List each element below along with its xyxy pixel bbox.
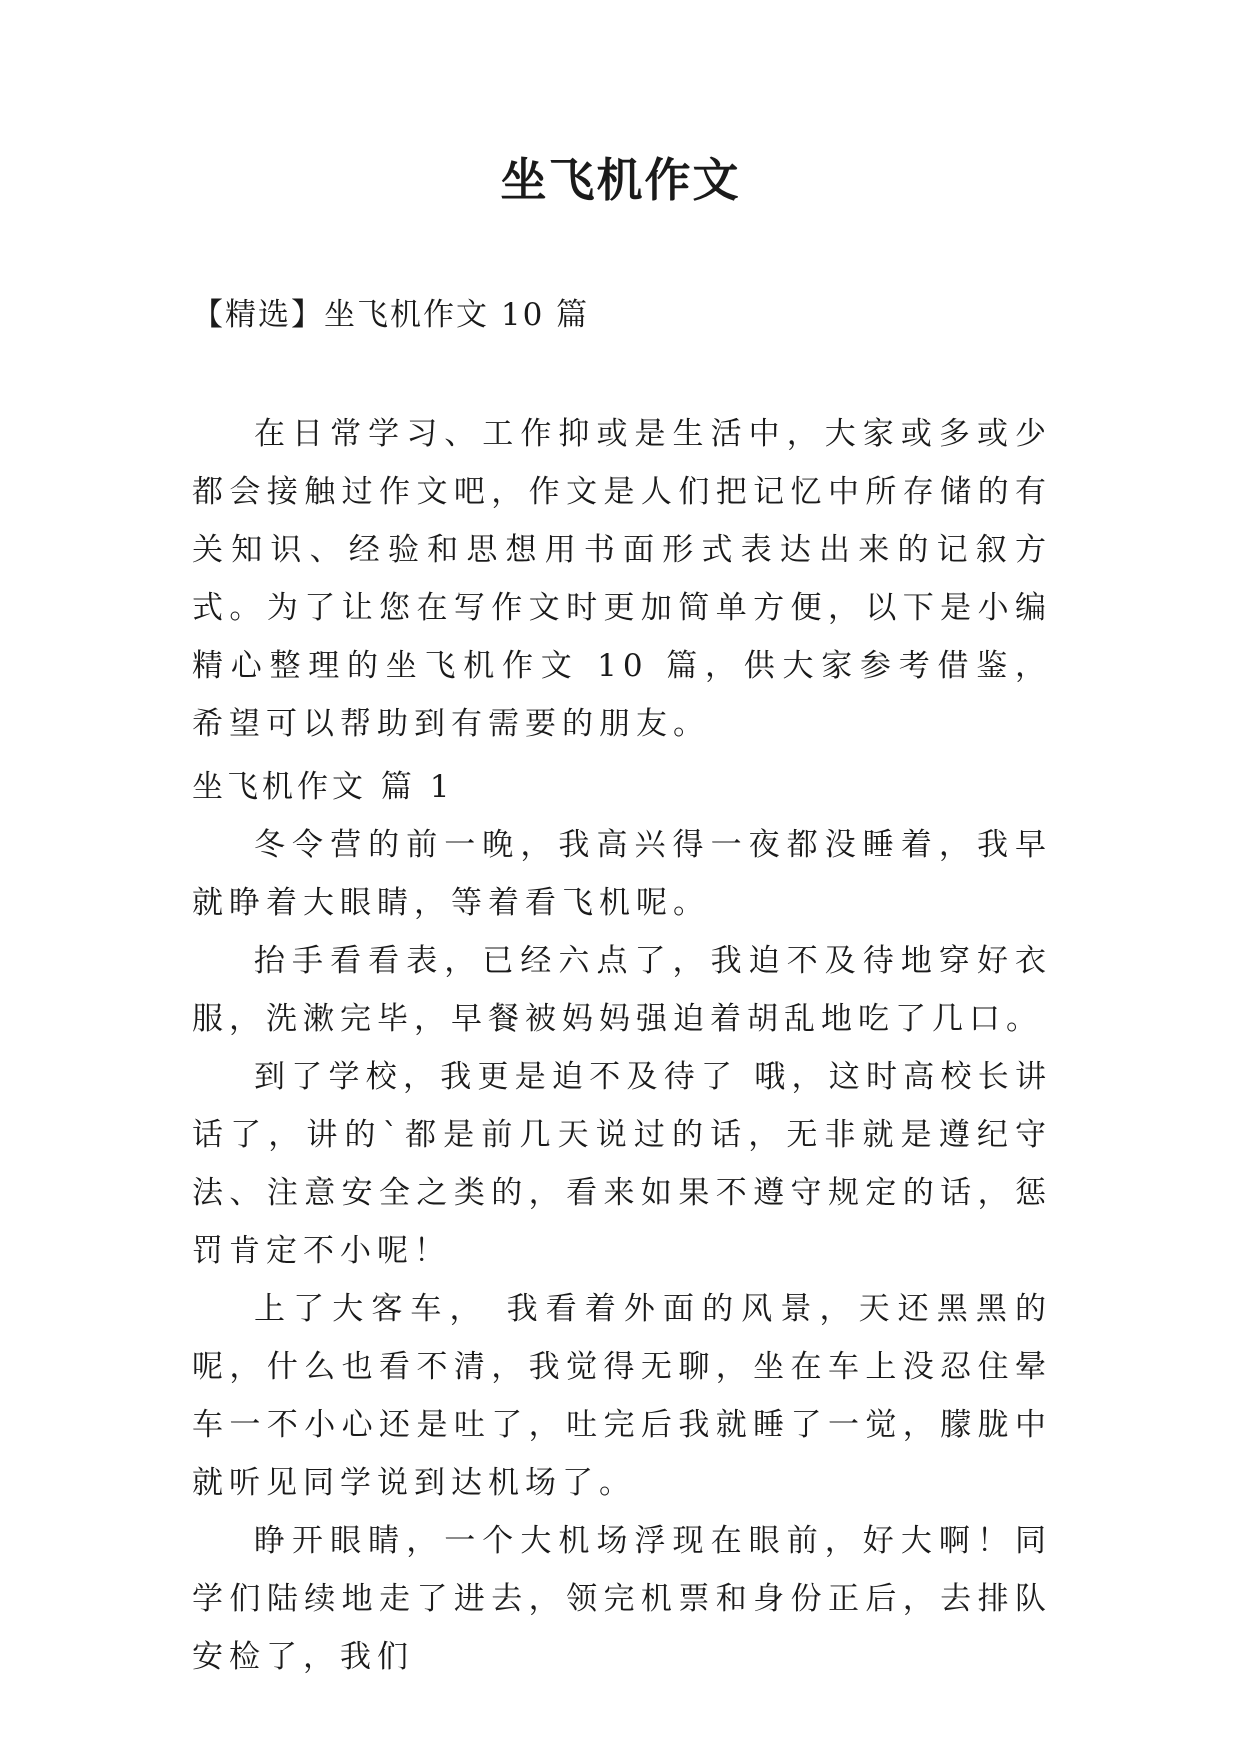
document-subtitle: 【精选】坐飞机作文 10 篇 <box>192 297 590 333</box>
intro-paragraph: 在日常学习、工作抑或是生活中，大家或多或少都会接触过作文吧，作文是人们把记忆中所存储的有关知识、经验和思想用书面形式表达出来的记叙方式。为了让您在写作文时更加简单方便，以下是小编精心整理的坐飞机作文 10 篇，供大家参考借鉴，希望可以帮助到有需要的朋友。 <box>192 416 1052 742</box>
section-heading: 坐飞机作文 篇 1 <box>192 769 454 805</box>
paragraph-3: 到了学校，我更是迫不及待了 哦，这时高校长讲话了，讲的`都是前几天说过的话，无非就是遵纪守法、注意安全之类的，看来如果不遵守规定的话，惩罚肯定不小呢！ <box>192 1059 1052 1269</box>
intro-block <box>192 405 1052 753</box>
essay-section-1 <box>192 758 1052 1686</box>
paragraph-2: 抬手看看表，已经六点了，我迫不及待地穿好衣服，洗漱完毕，早餐被妈妈强迫着胡乱地吃了几口。 <box>192 943 1052 1037</box>
paragraph-4: 上了大客车， 我看着外面的风景，天还黑黑的呢，什么也看不清，我觉得无聊，坐在车上没忍住晕车一不小心还是吐了，吐完后我就睡了一觉，朦胧中就听见同学说到达机场了。 <box>192 1291 1052 1501</box>
document-title: 坐飞机作文 <box>500 153 741 207</box>
paragraph-1: 冬令营的前一晚，我高兴得一夜都没睡着，我早就睁着大眼睛，等着看飞机呢。 <box>192 827 1052 921</box>
paragraph-5: 睁开眼睛，一个大机场浮现在眼前，好大啊！同学们陆续地走了进去，领完机票和身份正后，去排队安检了，我们 <box>192 1523 1052 1675</box>
